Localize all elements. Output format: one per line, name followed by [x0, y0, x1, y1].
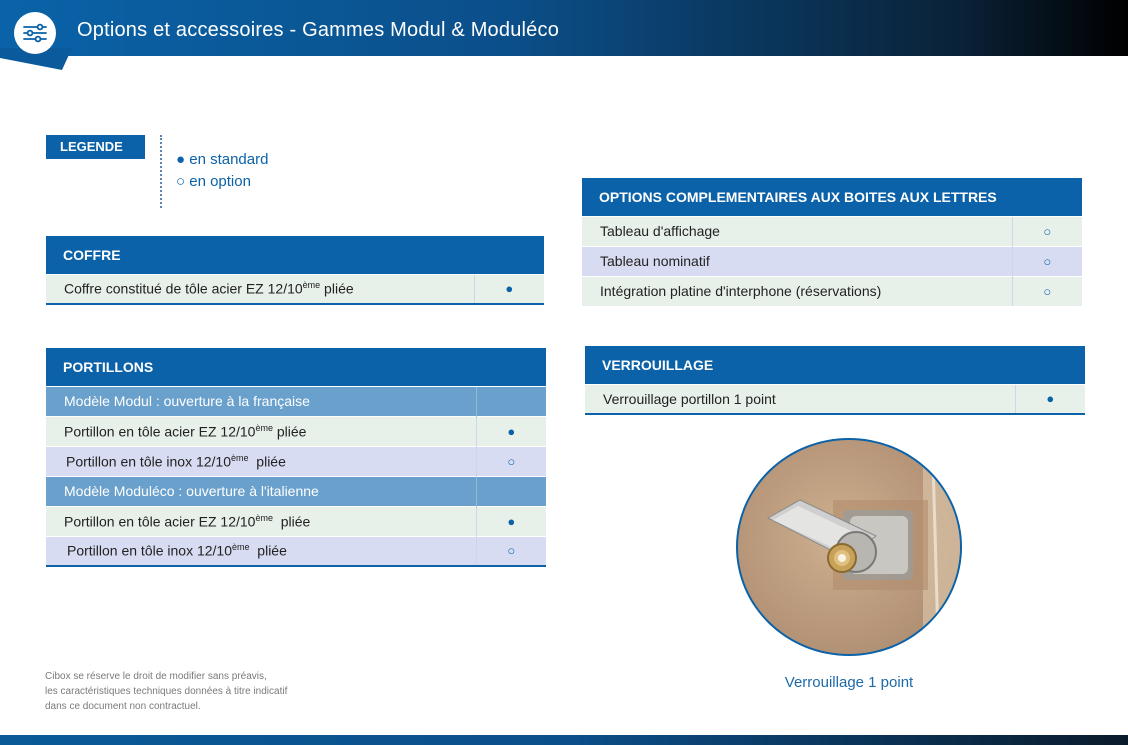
portillons-title: PORTILLONS	[46, 348, 546, 386]
lock-photo	[736, 438, 962, 656]
table-row	[46, 506, 546, 536]
table-row	[46, 536, 546, 566]
legend-divider	[160, 135, 162, 208]
label-text: Portillon en tôle acier EZ 12/10	[64, 513, 256, 530]
subheader-row	[46, 386, 546, 416]
modul-header: Modèle Modul : ouverture à la française	[46, 386, 476, 416]
options-table	[582, 178, 1082, 306]
label-text: Coffre constitué de tôle acier EZ 12/10	[64, 281, 303, 298]
legend-standard: ● en standard	[176, 151, 269, 168]
row-label	[46, 536, 476, 566]
table-row	[582, 276, 1082, 306]
standard-mark: ●	[476, 416, 546, 446]
label-sup: ème	[232, 542, 250, 553]
label-sup: ème	[255, 422, 273, 433]
label-text-post: pliée	[248, 453, 286, 470]
option-mark: ○	[1012, 246, 1082, 276]
moduleco-header: Modèle Moduléco : ouverture à l'italienne	[46, 476, 476, 506]
option-mark: ○	[1012, 216, 1082, 246]
table-row	[46, 446, 546, 476]
sliders-icon	[14, 12, 56, 54]
label-sup: ème	[302, 280, 321, 291]
legend-items	[176, 149, 268, 193]
label-text-post: pliée	[249, 543, 287, 560]
label-text-post: pliée	[272, 513, 311, 530]
table-row	[582, 246, 1082, 276]
subheader-mark-cell	[476, 476, 546, 506]
label-text: Portillon en tôle inox 12/10	[66, 453, 231, 470]
photo-caption: Verrouillage 1 point	[784, 674, 914, 691]
disclaimer-line: Cibox se réserve le droit de modifier sans préavis,	[45, 671, 267, 682]
label-text-post: pliée	[272, 423, 307, 440]
legend-option: ○ en option	[176, 173, 251, 190]
disclaimer-line: dans ce document non contractuel.	[45, 701, 201, 712]
coffre-title: COFFRE	[46, 236, 544, 274]
standard-mark: ●	[474, 274, 544, 304]
legend-label: LEGENDE	[46, 135, 145, 159]
label-text-post: pliée	[320, 281, 354, 298]
label-text: Portillon en tôle inox 12/10	[67, 543, 232, 560]
row-label: Tableau d'affichage	[582, 216, 1012, 246]
verrouillage-title: VERROUILLAGE	[585, 346, 1085, 384]
row-label: Tableau nominatif	[582, 246, 1012, 276]
option-mark: ○	[476, 446, 546, 476]
disclaimer-line: les caractéristiques techniques données à titre indicatif	[45, 686, 288, 697]
label-text: Portillon en tôle acier EZ 12/10	[64, 423, 256, 440]
standard-mark: ●	[1015, 384, 1085, 414]
row-label	[46, 506, 476, 536]
verrouillage-table	[585, 346, 1085, 415]
portillons-table	[46, 348, 546, 567]
page-title: Options et accessoires - Gammes Modul & Moduléco	[77, 19, 560, 41]
row-label	[46, 446, 476, 476]
label-sup: ème	[231, 452, 249, 463]
option-mark: ○	[1012, 276, 1082, 306]
table-row	[46, 416, 546, 446]
table-row	[585, 384, 1085, 414]
row-label: Verrouillage portillon 1 point	[585, 384, 1015, 414]
table-row	[46, 274, 544, 304]
options-title: OPTIONS COMPLEMENTAIRES AUX BOITES AUX LETTRES	[582, 178, 1082, 216]
label-sup: ème	[255, 512, 273, 523]
row-label	[46, 416, 476, 446]
option-mark: ○	[476, 536, 546, 566]
row-label: Intégration platine d'interphone (réservations)	[582, 276, 1012, 306]
standard-mark: ●	[476, 506, 546, 536]
table-row	[582, 216, 1082, 246]
subheader-mark-cell	[476, 386, 546, 416]
row-label	[46, 274, 474, 304]
coffre-table	[46, 236, 544, 305]
disclaimer	[45, 669, 287, 714]
subheader-row	[46, 476, 546, 506]
footer-bar	[0, 735, 1128, 745]
